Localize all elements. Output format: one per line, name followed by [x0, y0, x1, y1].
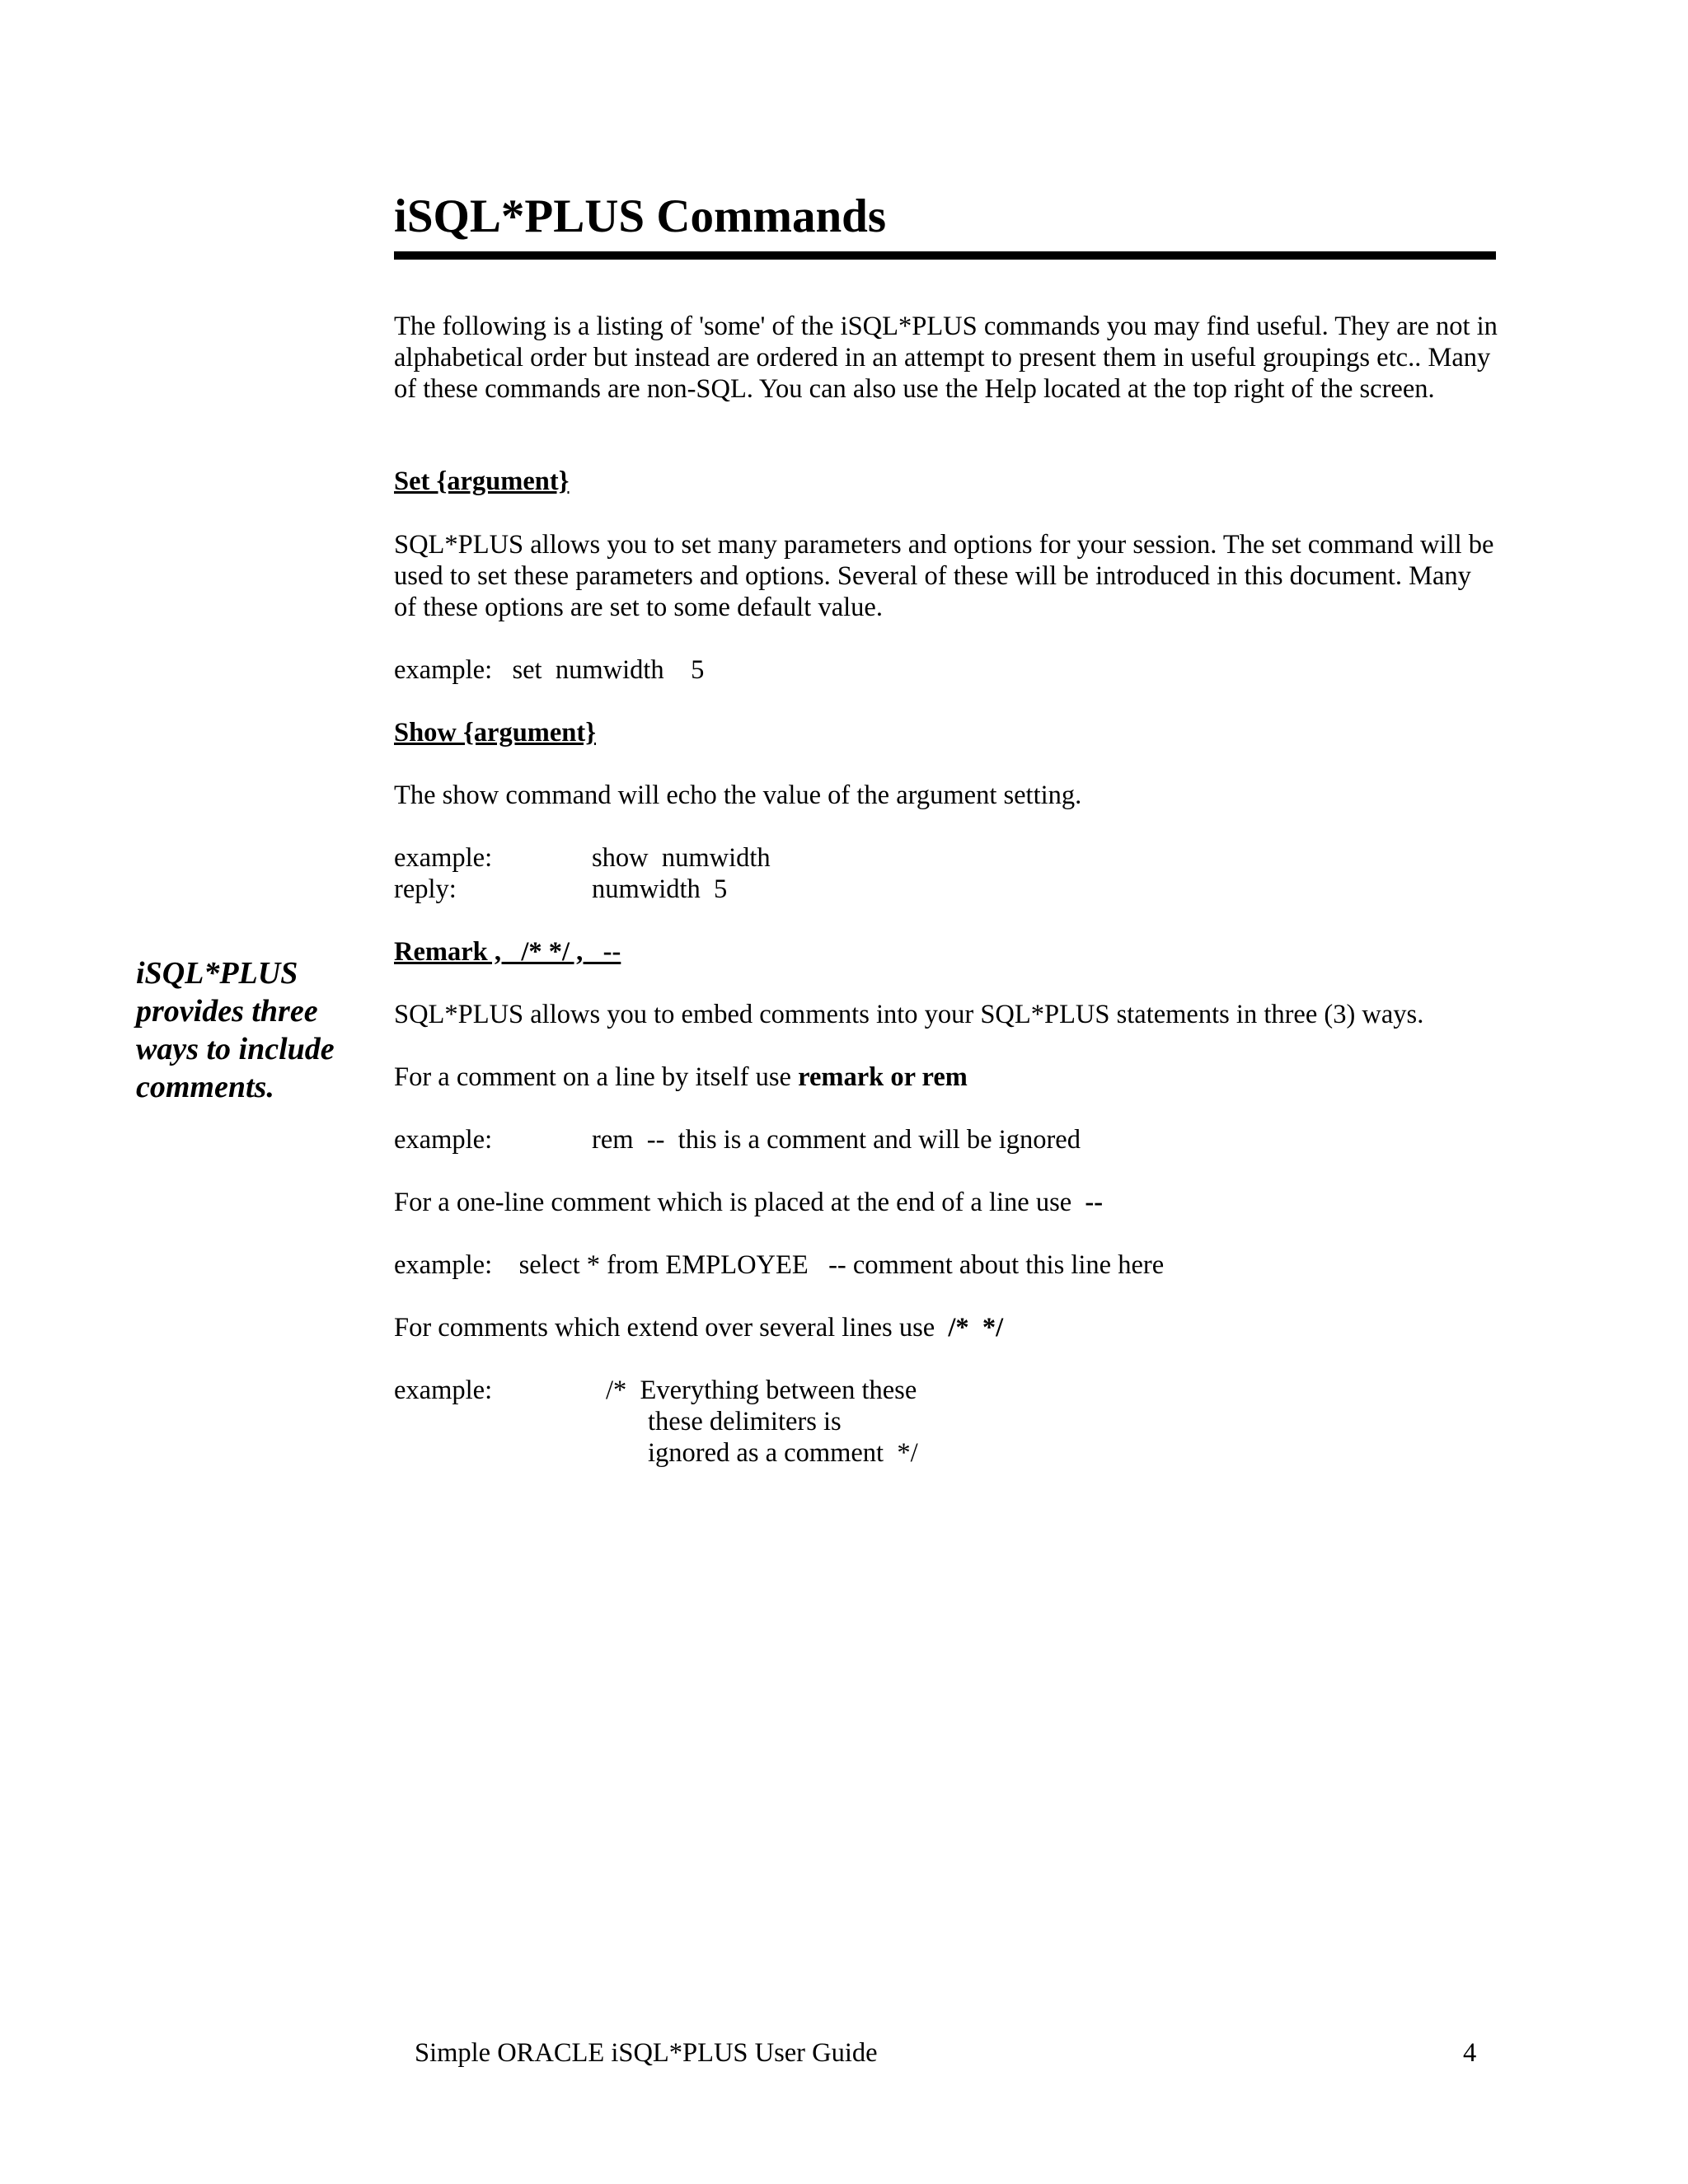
eol-comment-keyword: --	[1085, 1188, 1104, 1217]
block-example-line-2: these delimiters is	[648, 1407, 842, 1436]
show-example-value: show numwidth	[592, 843, 771, 873]
block-example-line-1: /* Everything between these	[606, 1376, 917, 1405]
footer-guide-title: Simple ORACLE iSQL*PLUS User Guide	[415, 2038, 878, 2068]
show-example-label: example:	[394, 843, 493, 873]
remark-description: SQL*PLUS allows you to embed comments into your SQL*PLUS statements in three (3) ways.	[394, 1000, 1424, 1029]
intro-paragraph: The following is a listing of 'some' of the iSQL*PLUS commands you may find useful. They are not in alphabetical order but instead are ordered in an attempt to present them in useful groupings etc.. Many of these commands are non-SQL. You can also use the Help located at the top right of the screen.	[394, 312, 1498, 404]
block-comment-keyword: /* */	[948, 1313, 1004, 1343]
show-heading: Show {argument}	[394, 718, 597, 748]
rem-example-value: rem -- this is a comment and will be ignored	[592, 1125, 1081, 1155]
sidebar-note: iSQL*PLUS provides three ways to include comments.	[136, 956, 335, 1104]
line-comment-text	[394, 1062, 968, 1093]
set-description: SQL*PLUS allows you to set many parameters and options for your session. The set command will be used to set these parameters and options. Several of these will be introduced in this document. Many of these options are set to some default value.	[394, 530, 1494, 622]
block-comment-intro: For comments which extend over several lines use	[394, 1313, 949, 1343]
page-title: iSQL*PLUS Commands	[394, 190, 887, 242]
line-comment-keyword: remark or rem	[798, 1062, 968, 1092]
eol-comment-intro: For a one-line comment which is placed at the end of a line use	[394, 1188, 1085, 1217]
footer-page-number: 4	[1463, 2038, 1477, 2068]
line-comment-intro: For a comment on a line by itself use	[394, 1062, 799, 1092]
remark-heading: Remark , /* */ , --	[394, 937, 621, 967]
block-example-line-3: ignored as a comment */	[648, 1438, 918, 1468]
show-reply-value: numwidth 5	[592, 874, 728, 904]
set-heading: Set {argument}	[394, 466, 570, 496]
block-example-label: example:	[394, 1376, 493, 1405]
set-example: example: set numwidth 5	[394, 655, 705, 685]
show-reply-label: reply:	[394, 874, 457, 904]
eol-comment-text	[394, 1187, 1103, 1218]
eol-example: example: select * from EMPLOYEE -- comment about this line here	[394, 1250, 1165, 1280]
title-underline-rule	[394, 251, 1496, 260]
rem-example-label: example:	[394, 1125, 493, 1155]
show-description: The show command will echo the value of the argument setting.	[394, 780, 1082, 810]
block-comment-text	[394, 1312, 1003, 1343]
